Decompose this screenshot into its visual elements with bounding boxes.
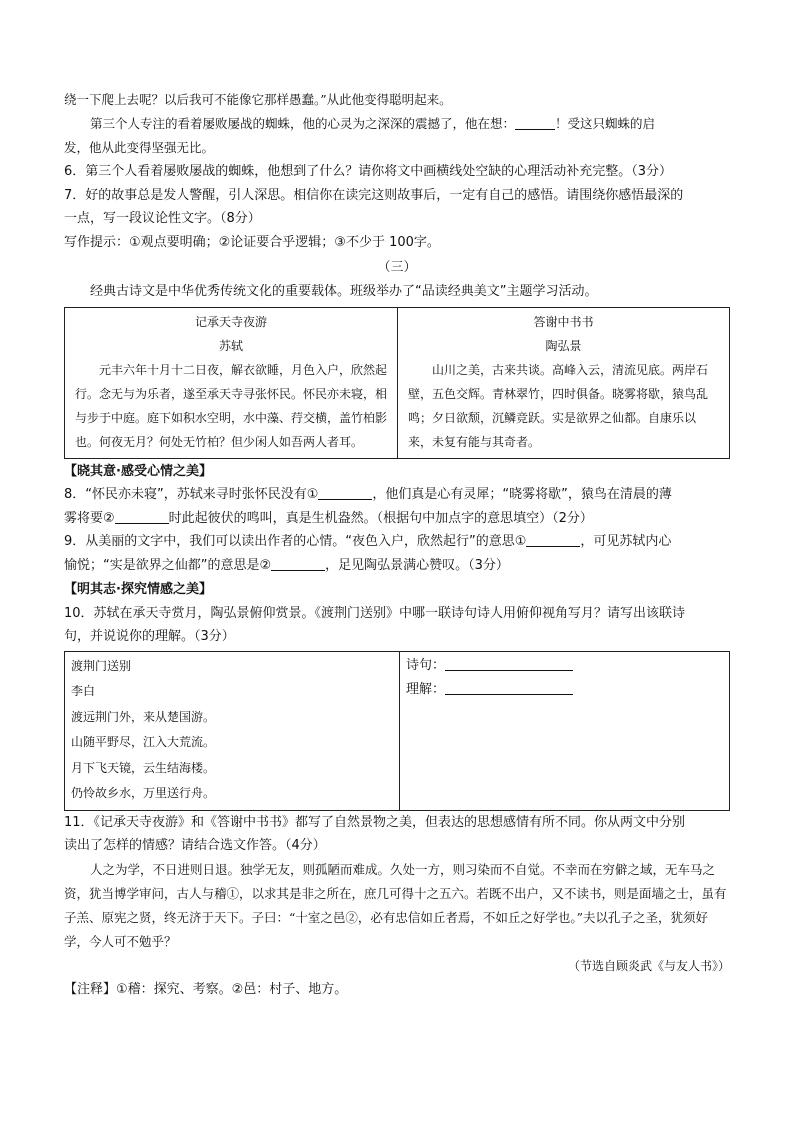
text-b-body: 山川之美，古来共谈。高峰入云，清流见底。两岸石壁，五色交辉。青林翠竹，四时俱备。晓雾将歇，猿鸟乱鸣；夕日欲颓，沉鳞竞跃。实是欲界之仙都。自康乐以来，未复有能与其奇者。 [408, 362, 709, 449]
answer-poem-field[interactable] [445, 656, 573, 671]
poem-table [64, 651, 730, 811]
heading-explore-emotion: 【明其志·探究情感之美】 [64, 582, 212, 597]
heading-feel-mood: 【晓其意·感受心情之美】 [64, 463, 212, 479]
story-line-3: 发，他从此变得坚强无比。 [64, 140, 215, 155]
poem-answer-cell [400, 651, 730, 810]
answer-understanding-row [406, 678, 723, 702]
annotation-notes: 【注释】①稽：探究、考察。②邑：村子、地方。 [64, 981, 348, 997]
text-b-title: 答谢中书书 [533, 314, 594, 329]
q9-blank-1[interactable] [526, 532, 580, 547]
passage-body: 人之为学，不日进则日退。独学无友，则孤陋而难成。久处一方，则习染而不自觉。不幸而在穷僻之域，无车马之资，犹当博学审问，古人与稽①，以求其是非之所在，庶几可得十之五六。若既不出户，又不读书，则是面墙之士，虽有子羔、原宪之贤，终无济于天下。子曰：“十室之邑②，必有忠信如丘者焉，不如丘之好学也。”夫以孔子之圣，犹须好学，今人可不勉乎？ [64, 861, 727, 949]
writing-tip: 写作提示：①观点要明确；②论证要合乎逻辑；③不少于 100字。 [64, 234, 440, 250]
question-10-line-2: 句，并说说你的理解。（3分） [64, 629, 235, 644]
exam-page [64, 88, 730, 1002]
q9-line-2-end: ，足见陶弘景满心赞叹。（3分） [325, 557, 509, 573]
poem-line-3: 月下飞天镜，云生结海楼。 [71, 760, 216, 775]
classical-texts-table [64, 307, 730, 459]
q8-line-1-start: 8．“怀民亦未寝”，苏轼来寻时张怀民没有① [64, 487, 319, 502]
section-3-title: （三） [377, 260, 417, 275]
poem-line-1: 渡远荆门外，来从楚国游。 [71, 709, 216, 724]
story-line-2 [64, 112, 730, 136]
q8-blank-1[interactable] [318, 485, 372, 500]
question-11-line-1: 11．《记承天寺夜游》和《答谢中书书》都写了自然景物之美，但表达的思想感情有所不同。你从两文中分别 [64, 814, 686, 830]
q9-line-1-end: ，可见苏轼内心 [580, 534, 672, 549]
question-8-line-1 [64, 483, 730, 507]
q8-line-1-end: ，他们真是心有灵犀；“晓雾将歇”，猿鸟在清晨的薄 [372, 487, 672, 502]
answer-understanding-field[interactable] [445, 680, 573, 695]
section-3-intro: 经典古诗文是中华优秀传统文化的重要载体。班级举办了“品读经典美文”主题学习活动。 [90, 284, 598, 299]
q9-blank-2[interactable] [271, 556, 325, 571]
poem-line-4: 仍怜故乡水，万里送行舟。 [71, 786, 216, 800]
question-9-line-1 [64, 530, 730, 554]
answer-understanding-label: 理解： [406, 681, 446, 697]
story-line-2-start: 第三个人专注的看着屡败屡战的蜘蛛，他的心灵为之深深的震撼了，他在想： [90, 116, 516, 131]
q9-line-2-start: 愉悦；“实是欲界之仙都”的意思是② [64, 557, 272, 573]
text-a-cell [65, 307, 398, 458]
story-blank[interactable] [515, 115, 555, 130]
poem-author: 李白 [71, 684, 96, 698]
question-9-line-2 [64, 554, 730, 578]
q8-line-2-start: 雾将要② [64, 510, 115, 526]
text-a-body: 元丰六年十月十二日夜，解衣欲睡，月色入户，欣然起行。念无与为乐者，遂至承天寺寻张怀民。怀民亦未寝，相与步于中庭。庭下如积水空明，水中藻、荇交横，盖竹柏影也。何夜无月？何处无竹柏？但少闲人如吾两人者耳。 [75, 362, 388, 449]
question-11-line-2: 读出了怎样的情感？请结合选文作答。（4分） [64, 838, 326, 853]
text-a-author: 苏轼 [218, 338, 243, 353]
question-10-line-1: 10．苏轼在承天寺赏月，陶弘景俯仰赏景。《渡荆门送别》中哪一联诗句诗人用俯仰视角写月？请写出该联诗 [64, 605, 686, 621]
q8-blank-2[interactable] [115, 509, 169, 524]
question-7-line-1: 7．好的故事总是发人警醒，引人深思。相信你在读完这则故事后，一定有自己的感悟。请围绕你感悟最深的 [64, 187, 684, 203]
poem-title: 渡荆门送别 [71, 658, 132, 673]
question-8-line-2 [64, 507, 730, 531]
question-7-line-2: 一点，写一段议论性文字。（8分） [64, 211, 261, 226]
poem-cell [65, 651, 400, 810]
story-line-2-end: ！受这只蜘蛛的启 [555, 116, 656, 131]
answer-poem-row [406, 654, 723, 678]
text-b-cell [398, 307, 730, 458]
q8-line-2-end: 时此起彼伏的鸣叫，真是生机盎然。（根据句中加点字的意思填空）（2分） [168, 510, 593, 526]
story-line-1: 绕一下爬上去呢？以后我可不能像它那样愚蠢。”从此他变得聪明起来。 [64, 92, 452, 107]
q9-line-1-start: 9．从美丽的文字中，我们可以读出作者的心情。“夜色入户，欣然起行”的意思① [64, 534, 527, 549]
poem-line-2: 山随平野尽，江入大荒流。 [71, 735, 216, 749]
answer-poem-label: 诗句： [406, 657, 446, 673]
question-6: 6．第三个人看着屡败屡战的蜘蛛，他想到了什么？请你将文中画横线处空缺的心理活动补充完整。（3分） [64, 164, 673, 179]
text-b-author: 陶弘景 [545, 338, 582, 353]
passage-source: （节选自顾炎武《与友人书》） [567, 958, 730, 973]
text-a-title: 记承天寺夜游 [194, 314, 267, 329]
